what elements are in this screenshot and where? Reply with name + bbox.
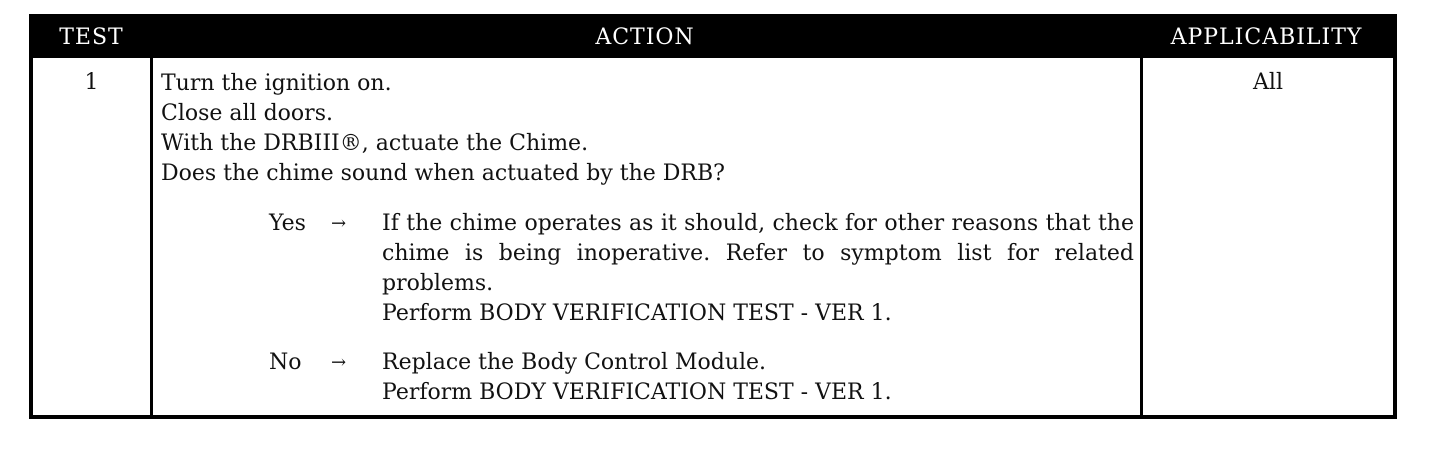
yes-label: Yes bbox=[269, 211, 306, 236]
yes-line: chime is being inoperative. Refer to symptom list for related bbox=[382, 241, 1134, 266]
step-line: With the DRBIII®, actuate the Chime. bbox=[161, 131, 589, 156]
arrow-right-icon: → bbox=[331, 213, 347, 234]
no-line: Perform BODY VERIFICATION TEST - VER 1. bbox=[382, 380, 892, 405]
applicability-value: All bbox=[1253, 70, 1283, 95]
yes-line: problems. bbox=[382, 271, 494, 296]
question-line: Does the chime sound when actuated by the DRB? bbox=[161, 161, 725, 186]
arrow-right-icon: → bbox=[331, 352, 347, 373]
table-header bbox=[33, 18, 1393, 58]
column-divider bbox=[150, 58, 153, 415]
no-label: No bbox=[269, 350, 302, 375]
header-action: ACTION bbox=[595, 25, 695, 50]
header-applicability: APPLICABILITY bbox=[1170, 25, 1363, 50]
test-number: 1 bbox=[84, 70, 99, 95]
step-line: Close all doors. bbox=[161, 101, 333, 126]
step-line: Turn the ignition on. bbox=[161, 71, 392, 96]
yes-line: If the chime operates as it should, check for other reasons that the bbox=[382, 211, 1134, 236]
no-instructions bbox=[382, 348, 1134, 408]
yes-line: Perform BODY VERIFICATION TEST - VER 1. bbox=[382, 301, 892, 326]
column-divider bbox=[1140, 58, 1143, 415]
no-line: Replace the Body Control Module. bbox=[382, 350, 767, 375]
yes-instructions bbox=[382, 209, 1134, 329]
action-steps bbox=[161, 69, 1131, 189]
diagnostic-table bbox=[29, 14, 1397, 419]
header-test: TEST bbox=[59, 25, 124, 50]
